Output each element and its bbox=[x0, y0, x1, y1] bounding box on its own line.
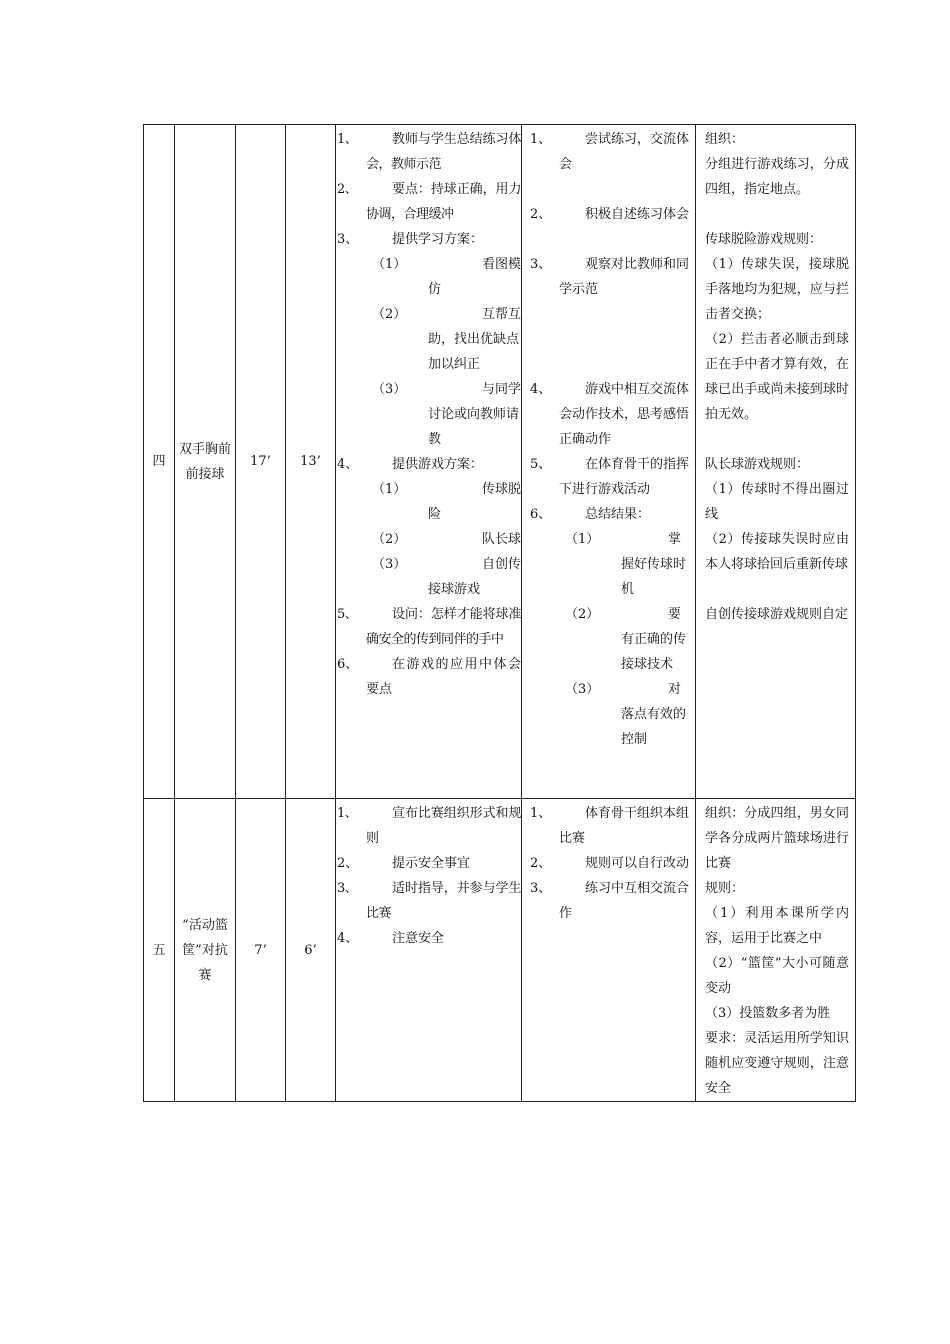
sub-item: （2） 互帮互 bbox=[372, 307, 521, 322]
teacher-activity-cell bbox=[336, 799, 522, 1102]
student-activity-cell: 1、 尝试练习，交流体会 2、 积极自述练习体会 3、 观察对比教师和同学示范 4、 游戏中相互交流体会动作技术，思考感悟正确动作 5、 在体育骨干的指挥下进行游戏活动 6、 总结结果： （1） 掌 握好传球时机 （2） 要 有正确的传接球技术 （3） 对 落点有效的控制 bbox=[522, 125, 696, 799]
list-item: 3、 观察对比教师和同学示范 bbox=[530, 257, 690, 297]
sub-item: （2） 要 bbox=[565, 607, 681, 622]
section-time-practice: 6’ bbox=[286, 799, 336, 1102]
list-item: 2、 要点：持球正确，用力协调，合理缓冲 bbox=[337, 182, 521, 222]
section-number: 五 bbox=[144, 799, 175, 1102]
teacher-activity-cell: 1、 教师与学生总结练习体会，教师示范 2、 要点：持球正确，用力协调，合理缓冲 3、 提供学习方案： （1） 看图模 仿 （2） 互帮互 助，找出优缺点加以纠正 （3） 与同学 讨论或向教师请教 4、 提供游戏方案： （1） 传球脱 险 （2） 队长球 （3） 自创传 接球游戏 5、 设问：怎样才能将球准确安全的传到同伴的手中 6、 在游戏的应用中体会要点 bbox=[336, 125, 522, 799]
sub-item: （1） 掌 bbox=[565, 532, 681, 547]
sub-item: （2） 队长球 bbox=[372, 532, 521, 547]
section-number: 四 bbox=[144, 125, 175, 799]
section-time-total: 17’ bbox=[236, 125, 286, 799]
list-item: 5、 设问：怎样才能将球准确安全的传到同伴的手中 bbox=[337, 607, 521, 647]
section-content: “活动篮筐”对抗赛 bbox=[175, 799, 236, 1102]
sub-item: （3） 自创传 bbox=[372, 557, 521, 572]
list-item: 1、 宣布比赛组织形式和规则 bbox=[337, 806, 521, 846]
section-content: 双手胸前前接球 bbox=[175, 125, 236, 799]
sub-item: （1） 看图模 bbox=[372, 257, 521, 272]
list-item: 3、 提供学习方案： bbox=[337, 232, 484, 247]
section-time-total: 7’ bbox=[236, 799, 286, 1102]
lesson-plan-table bbox=[143, 124, 856, 1102]
list-item: 4、 游戏中相互交流体会动作技术，思考感悟正确动作 bbox=[530, 382, 690, 447]
list-item: 4、 注意安全 bbox=[337, 931, 445, 946]
list-item: 1、 体育骨干组织本组比赛 bbox=[530, 806, 690, 846]
list-item: 2、 提示安全事宜 bbox=[337, 856, 471, 871]
list-item: 1、 尝试练习，交流体会 bbox=[530, 132, 690, 172]
list-item: 6、 在游戏的应用中体会要点 bbox=[337, 657, 521, 697]
list-item: 3、 练习中互相交流合作 bbox=[530, 881, 690, 921]
list-item: 2、 规则可以自行改动 bbox=[530, 856, 690, 871]
sub-item: （1） 传球脱 bbox=[372, 482, 521, 497]
organization-cell: 组织：分成四组，男女同学各分成两片篮球场进行比赛 规则： （1）利用本课所学内容，运用于比赛之中 （2）“篮筐”大小可随意变动 （3）投篮数多者为胜 要求：灵活运用所学知识随机应变遵守规则，注意安全 bbox=[696, 799, 856, 1102]
list-item: 2、 积极自述练习体会 bbox=[530, 207, 690, 222]
list-item: 4、 提供游戏方案： bbox=[337, 457, 484, 472]
organization-cell: 组织： 分组进行游戏练习，分成四组，指定地点。 传球脱险游戏规则： （1）传球失误，接球脱手落地均为犯规，应与拦击者交换； （2）拦击者必顺击到球正在手中者才算有效，在球已出手或尚未接到球时拍无效。 队长球游戏规则： （1）传球时不得出圈过线 （2）传接球失误时应由本人将球拾回后重新传球 自创传接球游戏规则自定 bbox=[696, 125, 856, 799]
list-item: 1、 教师与学生总结练习体会，教师示范 bbox=[337, 132, 521, 172]
sub-item: （3） 对 bbox=[565, 682, 681, 697]
list-item: 5、 在体育骨干的指挥下进行游戏活动 bbox=[530, 457, 690, 497]
table-row bbox=[144, 125, 856, 799]
table-row bbox=[144, 799, 856, 1102]
section-time-practice: 13’ bbox=[286, 125, 336, 799]
sub-item: （3） 与同学 bbox=[372, 382, 521, 397]
student-activity-cell bbox=[522, 799, 696, 1102]
list-item: 3、 适时指导，并参与学生比赛 bbox=[337, 881, 521, 921]
list-item: 6、 总结结果： bbox=[530, 507, 651, 522]
